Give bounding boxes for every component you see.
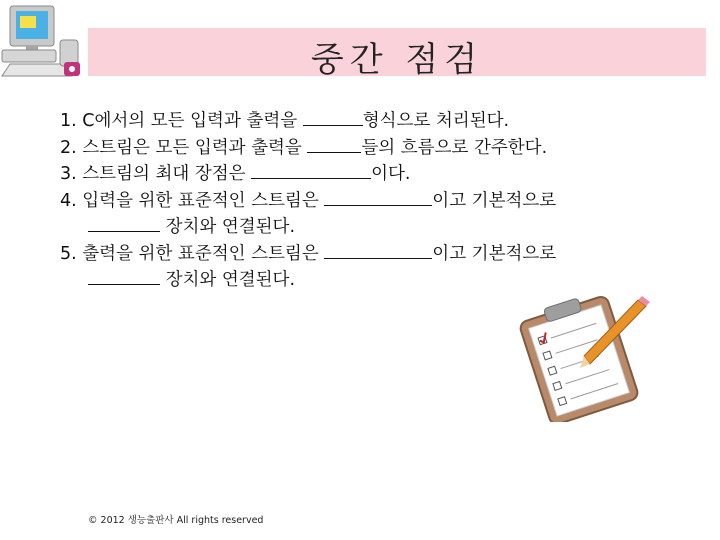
computer-icon [0,0,92,84]
title-band [88,28,706,80]
question-5-continuation: 장치와 연결된다. [60,267,700,294]
question-list [60,108,700,294]
copyright-footer: © 2012 생능출판사 All rights reserved [88,515,264,526]
question-1: 1. C에서의 모든 입력과 출력을 형식으로 처리된다. [60,111,510,131]
answer-blank [88,215,160,232]
question-2: 2. 스트림은 모든 입력과 출력을 들의 흐름으로 간주한다. [60,137,548,158]
question-4: 4. 입력을 위한 표준적인 스트림은 이고 기본적으로 [60,190,557,211]
answer-blank [307,136,361,153]
question-5: 5. 출력을 위한 표준적인 스트림은 이고 기본적으로 [60,243,557,264]
question-3: 3. 스트림의 최대 장점은 이다. [60,164,411,184]
slide-title: 중간 점검 [310,40,484,80]
clipboard-checklist-icon [510,292,650,422]
answer-blank [303,109,363,126]
answer-blank [324,189,432,206]
question-4-continuation: 장치와 연결된다. [60,214,700,241]
answer-blank [88,268,160,285]
answer-blank [251,162,371,179]
answer-blank [324,242,432,259]
